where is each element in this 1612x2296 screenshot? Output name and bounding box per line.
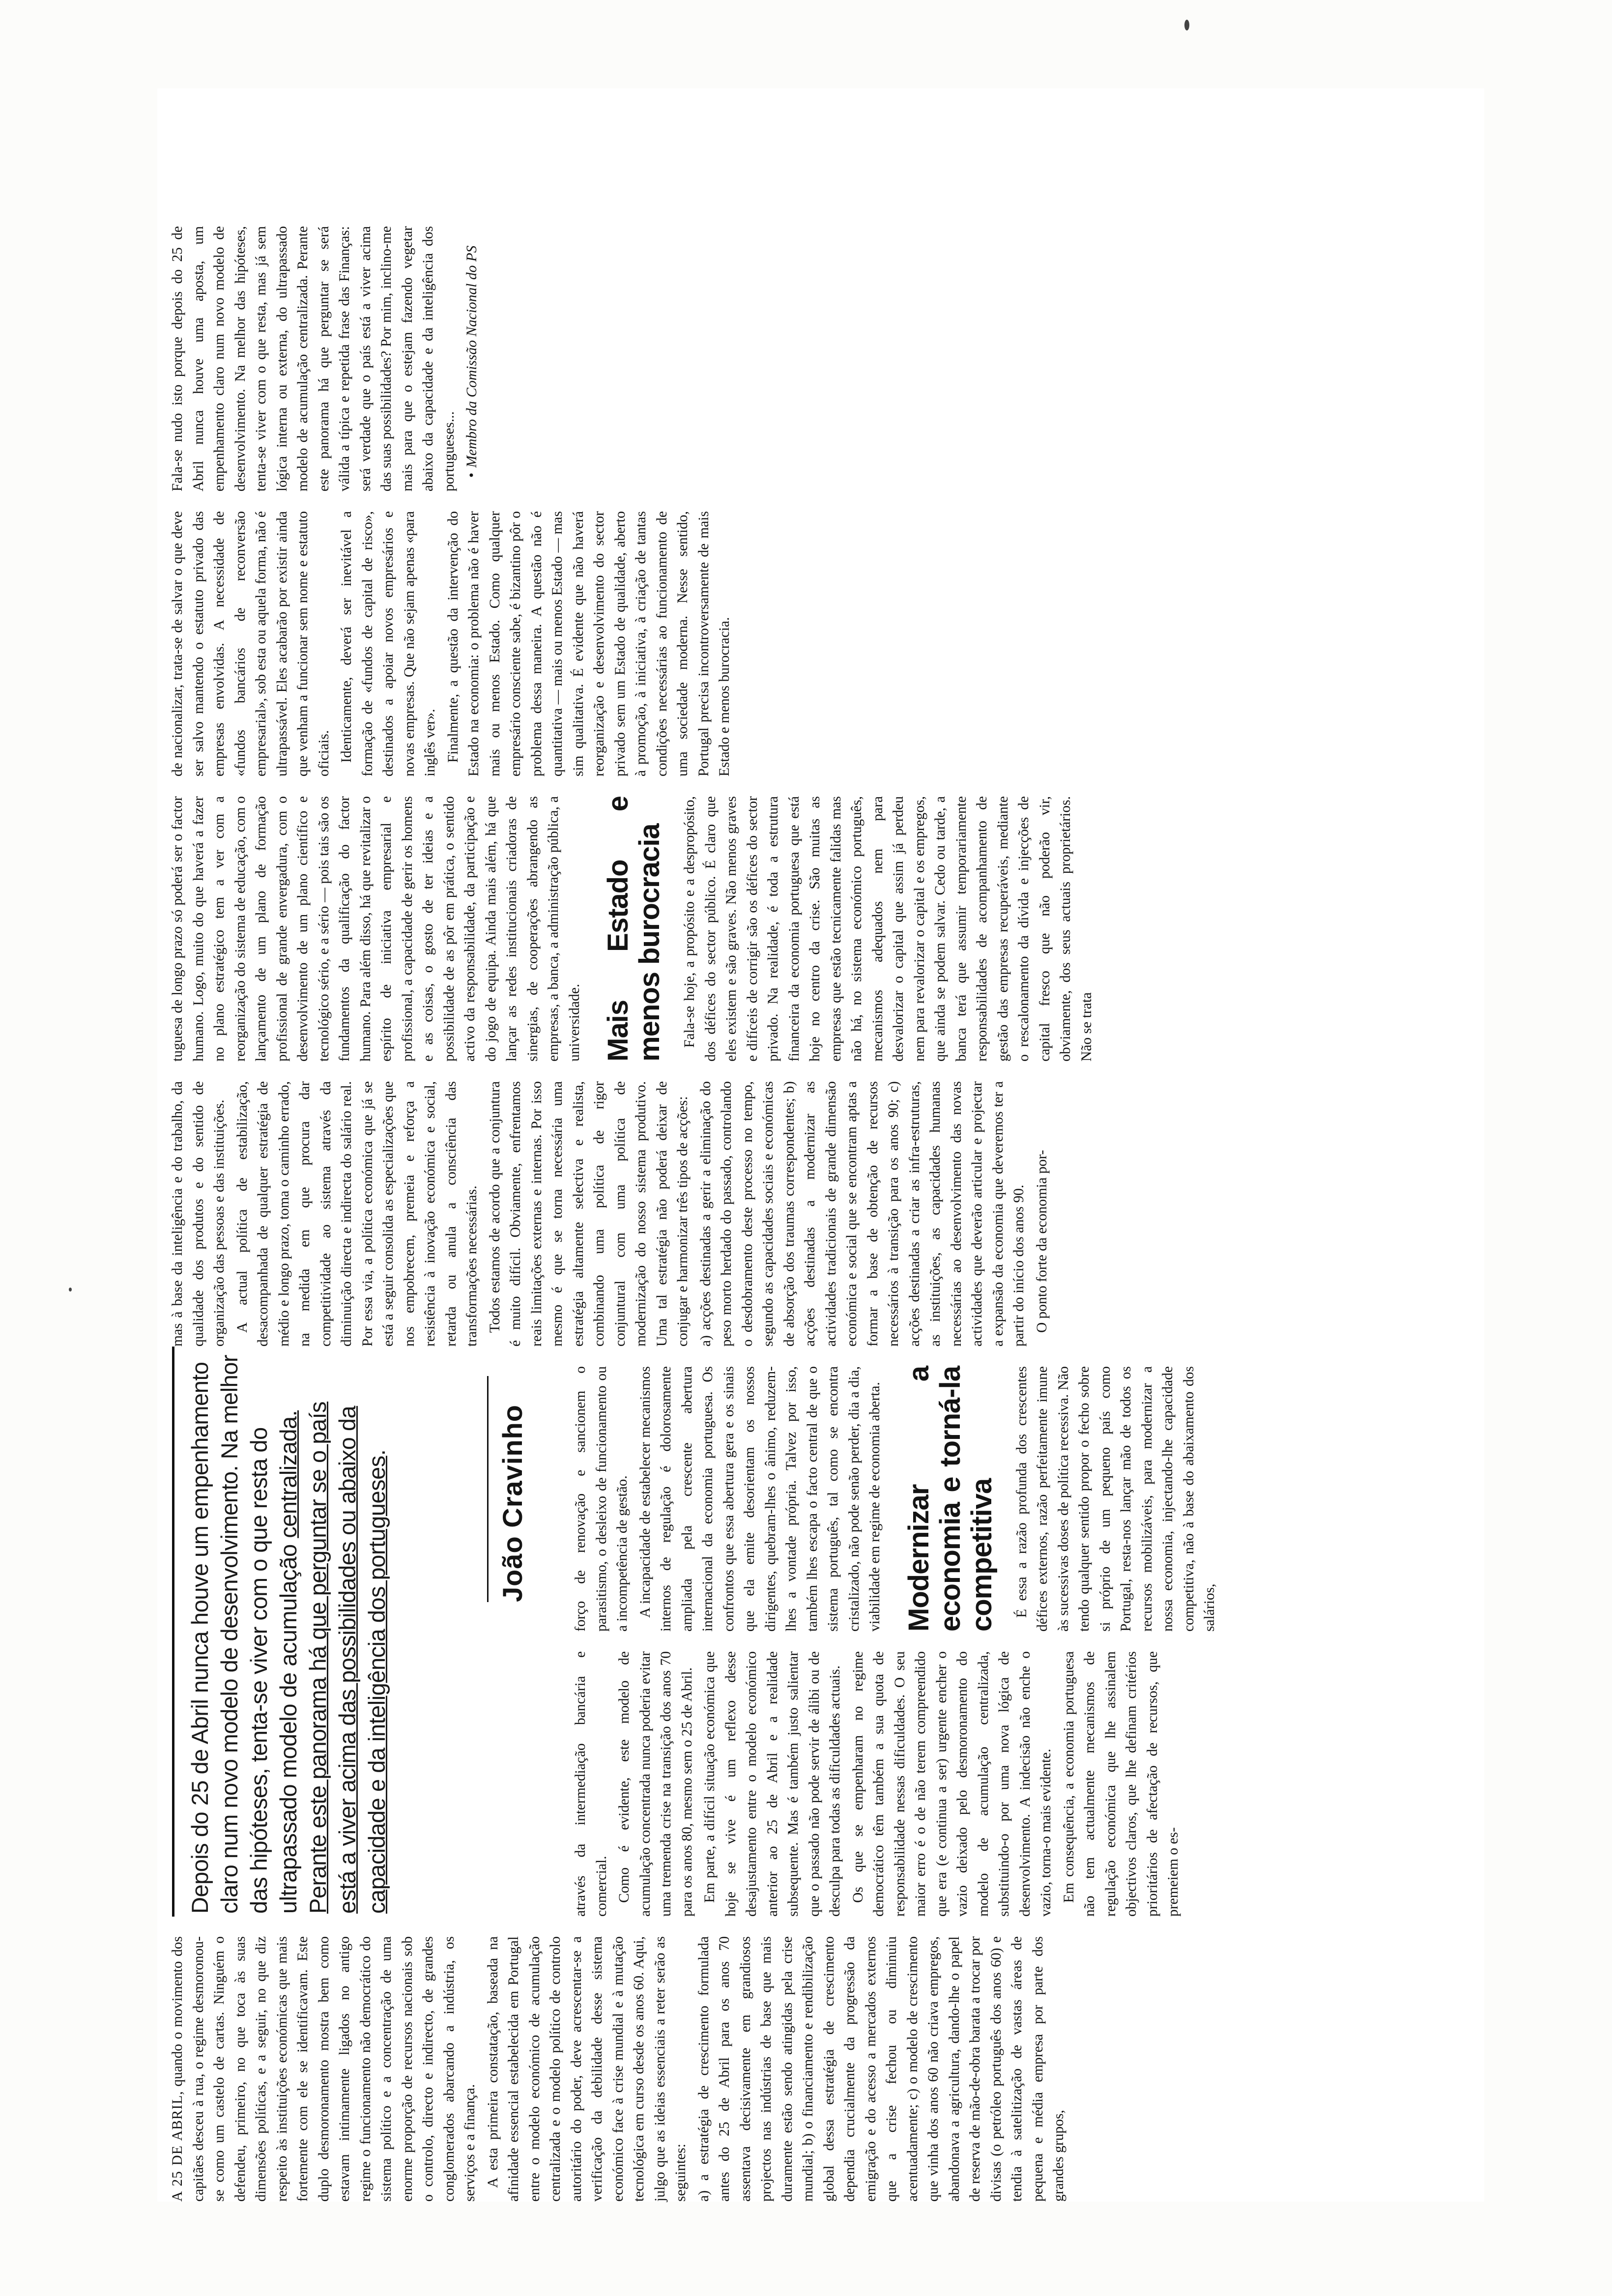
body-paragraph: O ponto forte da economia por- (1034, 1149, 1050, 1333)
section-subheading: Modernizar a economia e torná-la competitiva (902, 1366, 998, 1632)
pull-quote-text: Depois do 25 de Abril nunca houve um empenhamento claro num novo modelo de desenvolvimento. Na melhor das hipóteses, tenta-se viver com o que resta do ultrapassado modelo de acumulação centralizada. Perante este panorama há que perguntar se o país está a viver acima das possibilidades ou abaixo da capacidade e da inteligência dos portugueses. (187, 1354, 390, 1914)
section-subheading: Mais Estado e menos burocracia (602, 796, 665, 1062)
body-paragraph: Em parte, a difícil situação económica que hoje se vive é um reflexo desse desajustamento entre o modelo económico anterior ao 25 de Abril e a realidade subsequente. Mas é também justo salientar que o passado não pode servir de álibi ou de desculpa para todas as dificuldades actuais. (702, 1651, 843, 1917)
article-column-4 (167, 1081, 1052, 1347)
body-paragraph: A actual política de estabilização, desacompanhada de qualquer estratégia de médio e longo prazo, toma o caminho errado, na medida em que procura dar competitividade ao sistema através da diminuição directa e indirecta do salário real. Por essa via, a política económica que já se está a seguir consolida as especializações que nos empobrecem, premeia e reforça a resistência à inovação económica e social, retarda ou anula a consciência das transformações necessárias. (234, 1081, 480, 1347)
article-column-3 (570, 1366, 1220, 1632)
body-paragraph: a) acções destinadas a gerir a eliminação do peso morto herdado do passado, controlando o desdobramento deste processo no tempo, segundo as capacidades sociais e económicas de absorção dos traumas correspondentes; b) acções destinadas a modernizar as actividades tradicionais de grande dimensão económica e social que se encontram aptas a formar a base de obtenção de recursos necessários à transição para os anos 90; c) acções destinadas a criar as infra-estruturas, as instituições, as capacidades humanas necessárias ao desenvolvimento das novas actividades que deverão articular e projectar a expansão da economia que deveremos ter a partir do início dos anos 90. (697, 1081, 1027, 1347)
article-column-7 (167, 226, 483, 491)
body-paragraph: Todos estamos de acordo que a conjuntura é muito difícil. Obviamente, enfrentamos reais limitações externas e internas. Por isso mesmo é que se torna necessária uma estratégia altamente selectiva e realista, combinando uma política de rigor conjuntural com uma política de modernização do nosso sistema produtivo. Uma tal estratégia não poderá deixar de conjugar e harmonizar três tipos de acções: (487, 1081, 691, 1347)
lead-in: A 25 DE ABRIL (170, 2095, 185, 2202)
scan-speck (69, 1288, 72, 1292)
body-paragraph: A esta primeira constatação, baseada na afinidade essencial estabelecida em Portugal entre o modelo económico de acumulação centralizada e o modelo político de controlo autoritário do poder, deve acrescentar-se a verificação da debilidade desse sistema económico face à crise mundial e à mutação tecnológica em curso desde os anos 60. Aqui, julgo que as ideias essenciais a reter serão as seguintes: (485, 1936, 689, 2202)
scan-speck (1184, 20, 1189, 30)
body-paragraph: Em consequência, a economia portuguesa não tem actualmente mecanismos de regulação económica que lhe assinalem objectivos claros, que lhe definam critérios prioritários de afectação de recursos, que premeiem o es- (1061, 1651, 1181, 1917)
body-paragraph: É essa a razão profunda dos crescentes défices externos, razão perfeitamente imune às sucessivas doses de política recessiva. Não tendo qualquer sentido propor o fecho sobre si próprio de um pequeno país como Portugal, resta-nos lançar mão de todos os recursos mobilizáveis, para modernizar a nossa economia, injectando-lhe capacidade competitiva, não à base do abaixamento dos salários, (1013, 1366, 1217, 1632)
body-paragraph: forço de renovação e sancionem o parasitismo, o desleixo de funcionamento ou a incompetência de gestão. (573, 1366, 630, 1632)
body-paragraph: através da intermediação bancária e comercial. (573, 1651, 609, 1917)
author-byline: João Cravinho (487, 1376, 528, 1602)
lead-paragraph: A 25 DE ABRIL, quando o movimento dos capitães desceu à rua, o regime desmoronou-se como um castelo de cartas. Ninguém o defendeu, primeiro, no que toca às suas dimensões políticas, e a seguir, no que diz respeito às instituições económicas que mais fortemente com ele se identificavam. Este duplo desmoronamento mostra bem como estavam intimamente ligados no antigo regime o funcionamento não democrático do sistema político e a concentração de uma enorme proporção de recursos nacionais sob o controlo, directo e indirecto, de grandes conglomerados abarcando a indústria, os serviços e a finança. (170, 1936, 478, 2202)
body-paragraph: A incapacidade de estabelecer mecanismos internos de regulação é dolorosamente ampliada pela crescente abertura internacional da economia portuguesa. Os confrontos que essa abertura gera e os sinais que ela emite desorientam os nossos dirigentes, quebram-lhes o ânimo, reduzem-lhes a vontade própria. Talvez por isso, também lhes escapa o facto central de que o sistema português, tal como se encontra cristalizado, não pode senão perder, dia a dia, viabilidade em regime de economia aberta. (637, 1366, 883, 1632)
body-paragraph: Fala-se nudo isto porque depois do 25 de Abril nunca houve uma aposta, um empenhamento claro num novo modelo de desenvolvimento. Na melhor das hipóteses, tenta-se viver com o que resta, mas já sem lógica interna ou externa, do ultrapassado modelo de acumulação centralizada. Perante este panorama há que perguntar se será válida a típica e repetida frase das Finanças: será verdade que o país está a viver acima das suas possibilidades? Por mim, inclino-me mais para que o estejam fazendo vegetar abaixo da capacidade e da inteligência dos portugueses... (170, 226, 457, 491)
body-paragraph: de nacionalizar, trata-se de salvar o que deve ser salvo mantendo o estatuto privado das empresas envolvidas. A necessidade de «fundos bancários de reconversão empresarial», sob esta ou aquela forma, não é ultrapassável. Eles acabarão por existir ainda que venham a funcionar sem nome e estatuto oficiais. (170, 511, 332, 776)
body-paragraph: Finalmente, a questão da intervenção do Estado na economia: o problema não é haver mais ou menos Estado. Como qualquer empresário consciente sabe, é bizantino pôr o problema dessa maneira. A questão não é quantitativa — mais ou menos Estado — mas sim qualitativa. É evidente que não haverá reorganização e desenvolvimento do sector privado sem um Estado de qualidade, aberto à promoção, à iniciativa, à criação de tantas condições necessárias ao funcionamento de uma sociedade moderna. Nesse sentido, Portugal precisa incontroversamente de mais Estado e menos burocracia. (445, 511, 732, 776)
bullet-icon: • (464, 472, 480, 478)
author-footnote: •Membro da Comissão Nacional do PS (464, 245, 480, 478)
body-paragraph: Os que se empenharam no regime democrático têm também a sua quota de responsabilidade nessas dificuldades. O seu maior erro é o de não terem compreendido que era (e continua a ser) urgente encher o vazio deixado pelo desmoronamento do modelo de acumulação centralizada, substituindo-o por uma nova lógica de desenvolvimento. A indecisão não enche o vazio, torna-o mais evidente. (850, 1651, 1054, 1917)
article-column-2 (570, 1651, 1184, 1917)
body-paragraph: tuguesa de longo prazo só poderá ser o factor humano. Logo, muito do que haverá a fazer no plano estratégico tem a ver com a reorganização do sistema de educação, com o lançamento de um plano de formação profissional de grande envergadura, com o desenvolvimento de um plano científico e tecnológico sério, e a sério — pois tais são os fundamentos da qualificação do factor humano. Para além disso, há que revitalizar o espírito de iniciativa empresarial e profissional, a capacidade de gerir os homens e as coisas, o gosto de ter ideias e a possibilidade de as pôr em prática, o sentido activo da responsabilidade, da participação e do jogo de equipa. Ainda mais além, há que lançar as redes institucionais criadoras de sinergias, de cooperações abrangendo as empresas, a banca, a administração pública, a universidade. (170, 796, 582, 1062)
body-paragraph: Como é evidente, este modelo de acumulação concentrada nunca poderia evitar uma tremenda crise na transição dos anos 70 para os anos 80, mesmo sem o 25 de Abril. (616, 1651, 695, 1917)
article-column-6 (167, 511, 735, 776)
body-paragraph: mas à base da inteligência e do trabalho, da qualidade dos produtos e do sentido de organização das pessoas e das instituições. (170, 1081, 227, 1347)
body-paragraph: Fala-se hoje, a propósito e a despropósito, dos défices do sector público. É claro que eles existem e são graves. Não menos graves e difíceis de corrigir são os défices do sector privado. Na realidade, é toda a estrutura financeira da economia portuguesa que está hoje no centro da crise. São muitas as empresas que estão tecnicamente falidas mas não há, no sistema económico português, mecanismos adequados nem para desvalorizar o capital que assim já perdeu nem para revalorizar o capital e os empregos, que ainda se podem salvar. Cedo ou tarde, a banca terá que assumir temporariamente responsabilidades de acompanhamento de gestão das empresas recuperáveis, mediante o rescalonamento da dívida e injecções de capital fresco que não poderão vir, obviamente, dos seus actuais proprietários. Não se trata (682, 796, 1094, 1062)
body-paragraph: a) a estratégia de crescimento formulada antes do 25 de Abril para os anos 70 assentava decisivamente em grandiosos projectos nas indústrias de base que mais duramente estão sendo atingidas pela crise mundial; b) o financiamento e rendibilização global dessa estratégia de crescimento dependia crucialmente da progressão da emigração e do acesso a mercados externos que a crise fechou ou diminuiu acentuadamente; c) o modelo de crescimento que vinha dos anos 60 não criava empregos, abandonava a agricultura, dando-lhe o papel de reserva de mão-de-obra barata a trocar por divisas (o petróleo português dos anos 60) e tendia à satelitização de vastas áreas de pequena e média empresa por parte dos grandes grupos, (695, 1936, 1066, 2202)
newspaper-page (157, 88, 1484, 2202)
body-paragraph: Identicamente, deverá ser inevitável a formação de «fundos de capital de risco», destinados a apoiar novos empresários e novas empresas. Que não sejam apenas «para inglês ver». (339, 511, 438, 776)
article-column-5 (167, 796, 1097, 1062)
pull-quote (172, 1347, 558, 1917)
article-column-1 (167, 1936, 1069, 2202)
